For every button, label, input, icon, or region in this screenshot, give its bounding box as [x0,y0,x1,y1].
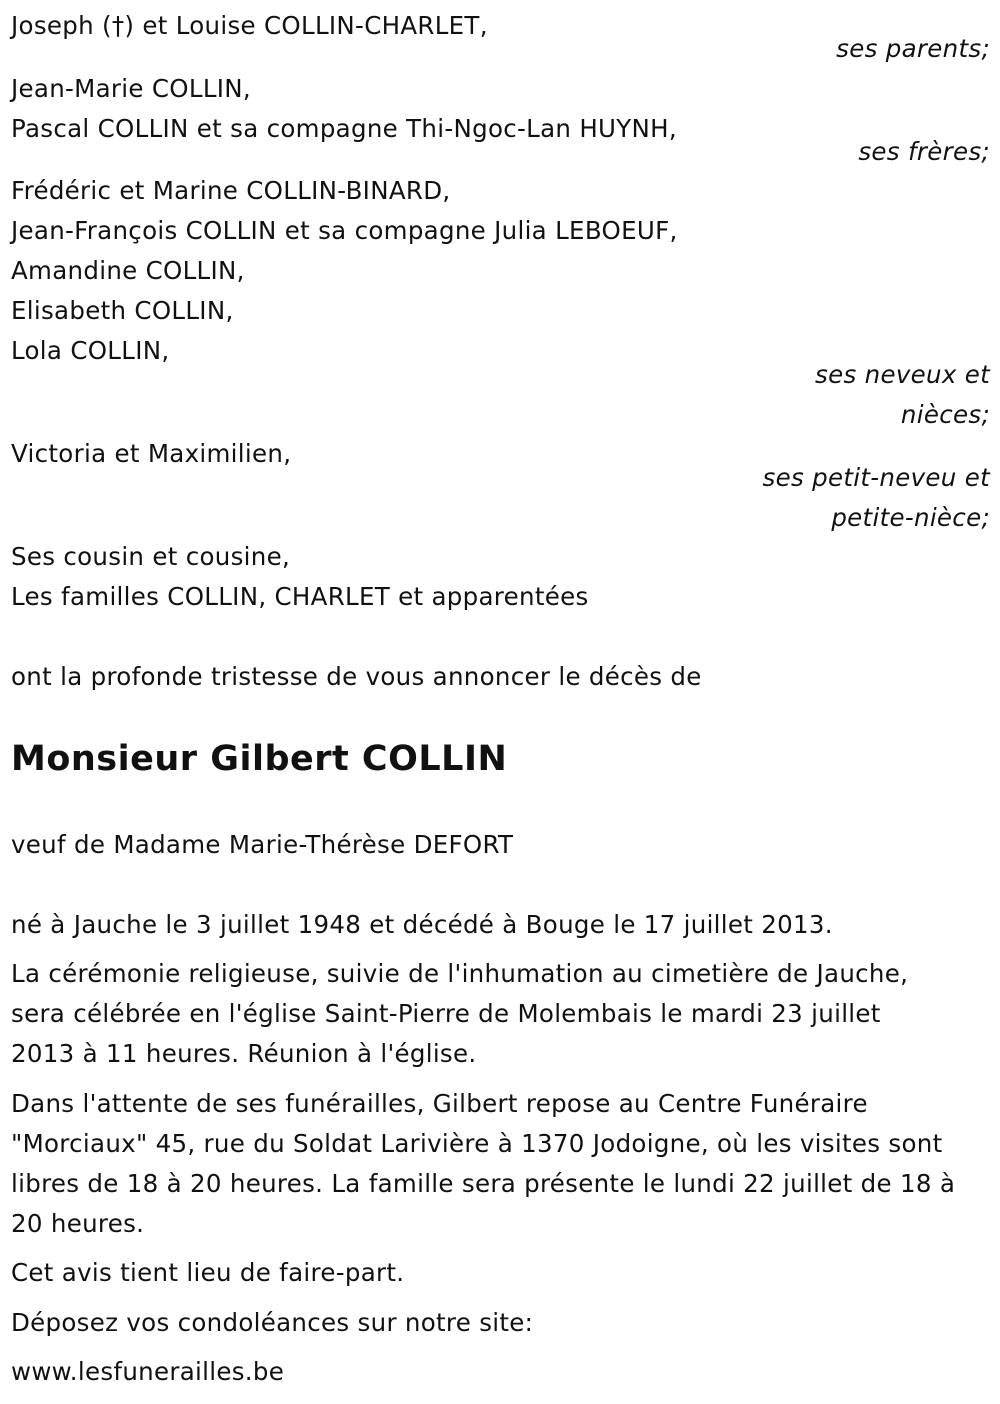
visits-line-3: libres de 18 à 20 heures. La famille sera présente le lundi 22 juillet de 18 à [11,1169,956,1198]
nephew-line-3: Amandine COLLIN, [11,256,245,285]
nephew-line-4: Elisabeth COLLIN, [11,296,234,325]
parents-role: ses parents; [836,34,990,63]
brother-line-2: Pascal COLLIN et sa compagne Thi-Ngoc-Lan HUYNH, [11,114,677,143]
announcement-text: ont la profonde tristesse de vous annoncer le décès de [11,662,702,691]
grandnephews-role-line-1: ses petit-neveu et [762,463,990,492]
nephew-line-2: Jean-François COLLIN et sa compagne Julia LEBOEUF, [11,216,678,245]
deceased-name: Monsieur Gilbert COLLIN [11,739,508,779]
visits-line-2: "Morciaux" 45, rue du Soldat Larivière à 1370 Jodoigne, où les visites sont [11,1129,943,1158]
ceremony-line-2: sera célébrée en l'église Saint-Pierre de Molembais le mardi 23 juillet [11,999,881,1028]
condolences-text: Déposez vos condoléances sur notre site: [11,1308,534,1337]
nephew-line-1: Frédéric et Marine COLLIN-BINARD, [11,176,451,205]
cousins-line-1: Ses cousin et cousine, [11,542,291,571]
cousins-line-2: Les familles COLLIN, CHARLET et apparentées [11,582,589,611]
nephews-role-line-2: nièces; [900,400,990,429]
nephew-line-5: Lola COLLIN, [11,336,170,365]
grandnephews-line: Victoria et Maximilien, [11,439,292,468]
notice-text: Cet avis tient lieu de faire-part. [11,1258,405,1287]
visits-line-4: 20 heures. [11,1209,145,1238]
brothers-role: ses frères; [858,137,990,166]
visits-line-1: Dans l'attente de ses funérailles, Gilbert repose au Centre Funéraire [11,1089,868,1118]
parents-line: Joseph (†) et Louise COLLIN-CHARLET, [11,11,488,40]
birth-death-text: né à Jauche le 3 juillet 1948 et décédé à Bouge le 17 juillet 2013. [11,910,833,939]
grandnephews-role-line-2: petite-nièce; [831,503,990,532]
ceremony-line-3: 2013 à 11 heures. Réunion à l'église. [11,1039,477,1068]
website-link[interactable]: www.lesfunerailles.be [11,1357,285,1386]
nephews-role-line-1: ses neveux et [815,360,990,389]
ceremony-line-1: La cérémonie religieuse, suivie de l'inhumation au cimetière de Jauche, [11,959,909,988]
brother-line-1: Jean-Marie COLLIN, [11,74,252,103]
widower-text: veuf de Madame Marie-Thérèse DEFORT [11,830,514,859]
